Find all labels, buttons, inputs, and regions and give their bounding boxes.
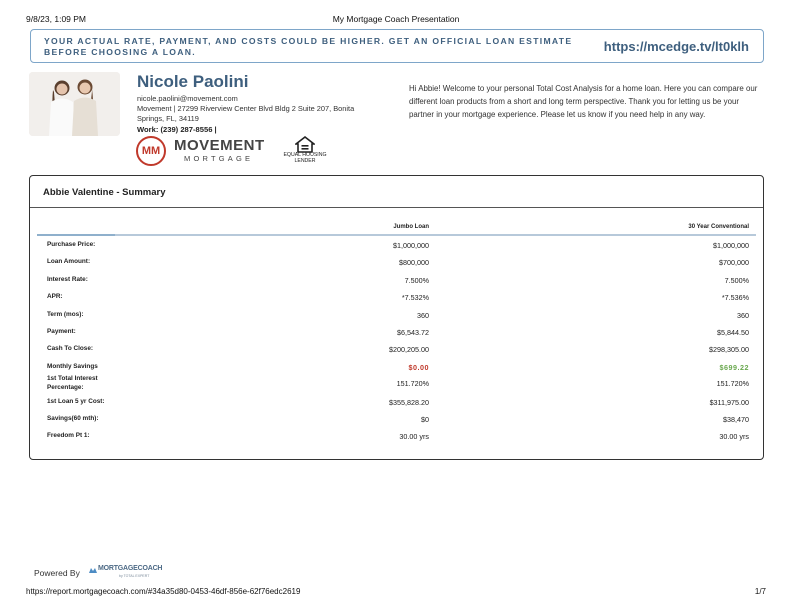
table-row-savings-60	[30, 411, 763, 428]
row-label: Freedom Pt 1:	[47, 432, 90, 440]
movement-logo-word: MOVEMENT	[174, 137, 265, 154]
row-value-conventional: $5,844.50	[717, 328, 749, 337]
agent-name: Nicole Paolini	[137, 72, 249, 91]
row-value-jumbo: 151.720%	[396, 379, 429, 389]
row-label: Purchase Price:	[47, 241, 96, 248]
movement-logo-sub: MORTGAGE	[184, 154, 254, 163]
print-title: My Mortgage Coach Presentation	[332, 14, 460, 24]
row-value-jumbo: $200,205.00	[389, 345, 429, 355]
equal-housing-icon	[295, 136, 315, 153]
row-label: 1st Total Interest Percentage:	[47, 375, 98, 391]
row-label: APR:	[47, 293, 63, 301]
row-value-conventional: $699.22	[719, 362, 749, 372]
row-value-conventional: $700,000	[719, 258, 749, 268]
summary-title: Abbie Valentine - Summary	[43, 187, 166, 198]
page-number: 1/7	[754, 587, 766, 596]
table-row-cash-to-close	[30, 341, 763, 358]
row-value-jumbo: 7.500%	[404, 275, 429, 285]
disclaimer-banner	[30, 29, 764, 63]
summary-card	[29, 175, 764, 460]
print-date: 9/8/23, 1:09 PM	[26, 14, 87, 24]
mortgagecoach-logo-sub: by TOTAL EXPERT	[119, 574, 150, 578]
agent-phone: Work: (239) 287-8556 |	[137, 125, 217, 134]
presentation-link[interactable]: https://mcedge.tv/lt0klh	[603, 39, 749, 54]
table-row-apr	[30, 289, 763, 306]
row-value-jumbo: $355,828.20	[389, 397, 429, 407]
disclaimer-text: YOUR ACTUAL RATE, PAYMENT, AND COSTS COULD BE HIGHER. GET AN OFFICIAL LOAN ESTIMATE BEFORE CHOOSING A LOAN.	[44, 36, 573, 57]
table-row-total-interest-percentage	[30, 374, 763, 395]
header-rule	[37, 234, 756, 236]
row-value-conventional: $1,000,000	[713, 241, 749, 250]
equal-housing-lender-logo	[280, 136, 330, 166]
agent-email[interactable]: nicole.paolini@movement.com	[137, 94, 238, 103]
agent-photo	[29, 72, 120, 136]
row-value-conventional: $298,305.00	[709, 345, 749, 355]
print-footer	[26, 587, 766, 599]
row-value-conventional: $38,470	[723, 415, 749, 424]
column-header-jumbo: Jumbo Loan	[393, 224, 429, 230]
eho-text-line2: LENDER	[294, 157, 316, 164]
table-row-term	[30, 307, 763, 324]
table-row-interest-rate	[30, 272, 763, 289]
row-value-jumbo: $800,000	[399, 258, 429, 268]
print-header	[26, 14, 766, 26]
row-label: Interest Rate:	[47, 275, 88, 283]
powered-by-label: Powered By	[34, 568, 80, 578]
row-label: Monthly Savings	[47, 362, 98, 370]
row-label: 1st Loan 5 yr Cost:	[47, 397, 105, 405]
row-value-jumbo: $0	[421, 415, 429, 424]
row-value-conventional: $311,975.00	[709, 397, 749, 407]
mortgagecoach-logo	[89, 565, 163, 581]
report-url: https://report.mortgagecoach.com/#34a35d80-0453-46df-856e-62f76edc2619	[26, 587, 301, 596]
row-label: Loan Amount:	[47, 258, 91, 266]
table-row-5yr-cost	[30, 394, 763, 411]
table-row-freedom-pt	[30, 428, 763, 445]
row-label: Savings(60 mth):	[47, 415, 99, 422]
summary-divider	[30, 207, 763, 208]
movement-logo-mark: MM	[136, 136, 166, 166]
row-value-conventional: 360	[737, 310, 749, 320]
mortgagecoach-logo-text: MORTGAGECOACH	[98, 565, 163, 572]
row-value-conventional: 7.500%	[724, 275, 749, 285]
row-value-jumbo: $6,543.72	[397, 328, 429, 337]
movement-mortgage-logo	[136, 136, 266, 166]
row-value-conventional: 30.00 yrs	[719, 432, 749, 442]
row-value-jumbo: 360	[417, 310, 429, 320]
table-row-purchase-price	[30, 237, 763, 254]
row-label: Payment:	[47, 328, 76, 335]
table-row-payment	[30, 324, 763, 341]
welcome-message: Hi Abbie! Welcome to your personal Total Cost Analysis for a home loan. Here you can compare our different loan products from a short and long term perspective. Thank you for letting us be your partner in your mortgage experience. Please let us know if you need help in any way.	[409, 84, 758, 119]
row-value-jumbo: $0.00	[408, 362, 429, 372]
row-value-jumbo: 30.00 yrs	[399, 432, 429, 442]
mortgagecoach-icon	[89, 567, 97, 573]
table-row-loan-amount	[30, 254, 763, 271]
row-label: Cash To Close:	[47, 345, 94, 353]
eho-text-line1: EQUAL HOUSING	[283, 152, 327, 158]
row-value-jumbo: $1,000,000	[393, 241, 429, 250]
row-value-conventional: *7.536%	[721, 293, 749, 303]
row-value-conventional: 151.720%	[716, 379, 749, 389]
column-header-conventional: 30 Year Conventional	[688, 224, 749, 230]
row-value-jumbo: *7.532%	[401, 293, 429, 303]
row-label: Term (mos):	[47, 310, 84, 318]
agent-address: Movement | 27299 Riverview Center Blvd Bldg 2 Suite 207, Bonita Springs, FL, 34119	[137, 104, 355, 123]
